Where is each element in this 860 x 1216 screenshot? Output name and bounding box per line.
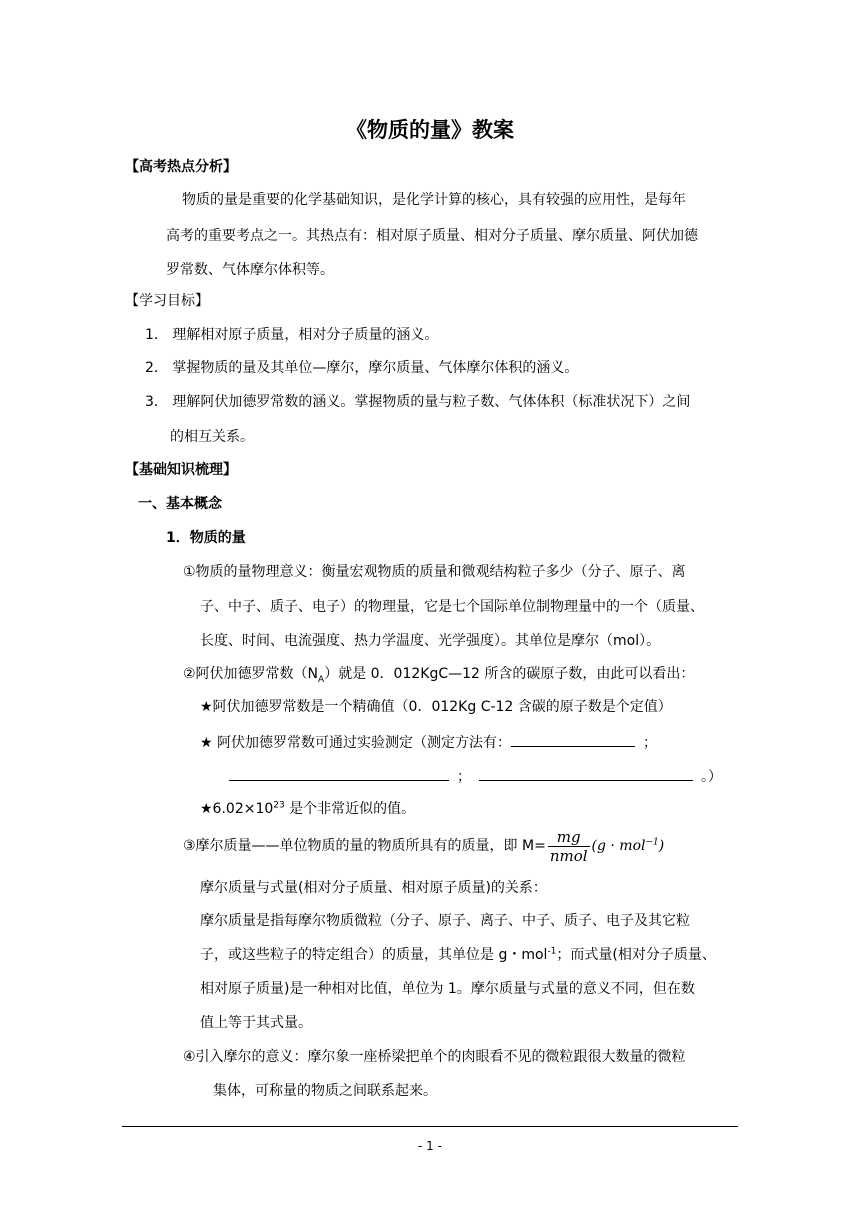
- hotspot-paragraph-line-3: 罗常数、气体摩尔体积等。: [166, 262, 334, 278]
- star-note-1: ★阿伏加德罗常数是一个精确值（0．012Kg C-12 含碳的原子数是个定值）: [200, 699, 672, 715]
- star-note-3-text-b: 是个非常近似的值。: [284, 801, 416, 817]
- concept-3-formula-line: [183, 826, 664, 866]
- goal-item-3-line-1: 3． 理解阿伏加德罗常数的涵义。掌握物质的量与粒子数、气体体积（标准状况下）之间: [145, 394, 691, 410]
- concept-3-relation: 摩尔质量与式量(相对分子质量、相对原子质量)的关系：: [200, 880, 547, 896]
- footer-divider: [122, 1126, 738, 1127]
- concept-3-paragraph-line-4: 值上等于其式量。: [200, 1015, 312, 1031]
- molar-mass-fraction: [548, 828, 590, 865]
- goal-item-3-line-2: 的相互关系。: [170, 429, 254, 445]
- fill-blank-2[interactable]: [229, 766, 449, 781]
- concept-1-line-1: ①物质的量物理意义：衡量宏观物质的质量和微观结构粒子多少（分子、原子、离: [183, 564, 686, 580]
- fill-blank-3[interactable]: [479, 766, 693, 781]
- goal-item-2: 2． 掌握物质的量及其单位—摩尔，摩尔质量、气体摩尔体积的涵义。: [145, 360, 579, 376]
- fraction-denominator: nmol: [549, 846, 588, 865]
- concept-4-line-1: ④引入摩尔的意义：摩尔象一座桥梁把单个的肉眼看不见的微粒跟很大数量的微粒: [183, 1049, 686, 1065]
- concept-3-paragraph-line-2: [200, 945, 716, 965]
- blank-end-mark: 。）: [701, 769, 722, 785]
- hotspot-heading: 【高考热点分析】: [125, 159, 237, 175]
- concept-1-line-3: 长度、时间、电流强度、热力学温度、光学强度）。其单位是摩尔（mol）。: [200, 633, 661, 649]
- fraction-numerator: mg: [556, 827, 581, 846]
- page-title: 《物质的量》教案: [346, 118, 514, 142]
- goals-heading: 【学习目标】: [125, 293, 209, 309]
- concept-2-text-a: ②阿伏加德罗常数（N: [183, 666, 319, 682]
- concept-1-line-2: 子、中子、质子、电子）的物理量，它是七个国际单位制物理量中的一个（质量、: [200, 599, 704, 615]
- unit-exponent: −1: [645, 837, 659, 848]
- concept-3-p2-exponent: -1: [547, 946, 557, 957]
- basics-heading: 【基础知识梳理】: [125, 462, 237, 478]
- goal-item-1: 1． 理解相对原子质量，相对分子质量的涵义。: [145, 327, 439, 343]
- concept-3-paragraph-line-1: 摩尔质量是指每摩尔物质微粒（分子、原子、离子、中子、质子、电子及其它粒: [200, 913, 690, 929]
- hotspot-paragraph-line-2: 高考的重要考点之一。其热点有：相对原子质量、相对分子质量、摩尔质量、阿伏加德: [166, 228, 698, 244]
- star-note-3: [200, 799, 415, 819]
- unit-text: (g · mol: [591, 838, 646, 854]
- concept-4-line-2: 集体，可称量的物质之间联系起来。: [213, 1083, 437, 1099]
- star-note-2-text: ★ 阿伏加德罗常数可通过实验测定（测定方法有：: [200, 735, 511, 751]
- blank-separator-2: ；: [457, 769, 471, 785]
- concept-3-p2-text-b: ；而式量(相对分子质量、: [556, 947, 716, 963]
- blank-separator-1: ；: [643, 735, 657, 751]
- star-note-2-continuation: [229, 766, 722, 787]
- unit-close: ): [658, 838, 665, 854]
- fill-blank-1[interactable]: [511, 732, 635, 747]
- concept-3-paragraph-line-3: 相对原子质量)是一种相对比值，单位为 1。摩尔质量与式量的意义不同，但在数: [200, 981, 695, 997]
- concept-3-text: ③摩尔质量——单位物质的量的物质所具有的质量，即 M=: [183, 838, 546, 854]
- hotspot-paragraph-line-1: 物质的量是重要的化学基础知识，是化学计算的核心，具有较强的应用性，是每年: [182, 192, 686, 208]
- star-note-3-exponent: 23: [273, 800, 285, 811]
- concept-3-p2-text-a: 子，或这些粒子的特定组合）的质量，其单位是 g・mol: [200, 947, 548, 963]
- page-number: - 1 -: [418, 1139, 442, 1153]
- star-note-3-text-a: ★6.02×10: [200, 801, 274, 817]
- concept-2-text-b: ）就是 0．012KgC—12 所含的碳原子数，由此可以看出：: [324, 666, 695, 682]
- subsection-heading: 1．物质的量: [166, 530, 246, 546]
- concept-heading: 一、基本概念: [138, 496, 222, 512]
- concept-2-subscript: A: [318, 674, 325, 685]
- concept-2-line: [183, 664, 694, 684]
- star-note-2: [200, 732, 657, 753]
